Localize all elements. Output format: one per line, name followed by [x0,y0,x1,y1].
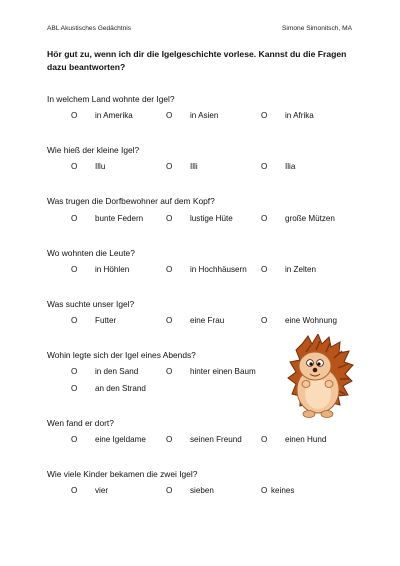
option-circle[interactable]: O [166,214,173,223]
option-circle[interactable]: O [71,265,78,274]
option-label: an den Strand [95,384,146,393]
hedgehog-illustration [282,334,354,422]
option-label: sieben [190,486,214,495]
option-circle[interactable]: O [166,367,173,376]
option-circle[interactable]: O [261,316,268,325]
option-label: vier [95,486,109,495]
option-label: eine Wohnung [285,316,338,325]
option-label: Illu [95,162,106,171]
page-title: Hör gut zu, wenn ich dir die Igelgeschichte vorlese. Kannst du die Fragen dazu beantworten? [47,49,347,72]
option-circle[interactable]: O [71,214,78,223]
option-circle[interactable]: O [71,162,78,171]
option-label: Futter [95,316,117,325]
option-label: in Zelten [285,265,317,274]
question-8: Wie viele Kinder bekamen die zwei Igel? [47,469,198,479]
question-6: Wohin legte sich der Igel eines Abends? [47,350,196,360]
option-circle[interactable]: O [261,486,268,495]
option-label: bunte Federn [95,214,144,223]
option-circle[interactable]: O [261,435,268,444]
option-circle[interactable]: O [166,486,173,495]
option-label: Ilia [285,162,296,171]
option-circle[interactable]: O [71,111,78,120]
option-circle[interactable]: O [71,435,78,444]
header-right-text: Simone Simonitsch, MA [282,25,352,32]
option-label: lustige Hüte [190,214,233,223]
option-label: keines [271,486,295,495]
question-3: Was trugen die Dorfbewohner auf dem Kopf? [47,196,215,206]
option-label: in Afrika [285,111,314,120]
option-circle[interactable]: O [166,435,173,444]
question-4: Wo wohnten die Leute? [47,248,135,258]
question-2: Wie hieß der kleine Igel? [47,145,140,155]
option-label: in Asien [190,111,219,120]
option-circle[interactable]: O [71,367,78,376]
option-circle[interactable]: O [261,111,268,120]
option-label: einen Hund [285,435,327,444]
header-left-text: ABL Akustisches Gedächtnis [47,25,132,32]
option-label: Illi [190,162,198,171]
option-label: in den Sand [95,367,139,376]
option-circle[interactable]: O [166,316,173,325]
hedgehog-face [299,352,331,380]
option-circle[interactable]: O [71,316,78,325]
option-circle[interactable]: O [166,162,173,171]
option-label: in Höhlen [95,265,130,274]
option-label: eine Frau [190,316,225,325]
option-label: in Amerika [95,111,133,120]
option-label: hinter einen Baum [190,367,256,376]
option-label: große Mützen [285,214,335,223]
option-circle[interactable]: O [261,162,268,171]
option-circle[interactable]: O [261,265,268,274]
option-circle[interactable]: O [71,486,78,495]
option-label: eine Igeldame [95,435,146,444]
option-circle[interactable]: O [71,384,78,393]
question-7: Wen fand er dort? [47,418,114,428]
option-circle[interactable]: O [261,214,268,223]
question-5: Was suchte unser Igel? [47,299,135,309]
option-label: seinen Freund [190,435,242,444]
option-label: in Hochhäusern [190,265,247,274]
question-1: In welchem Land wohnte der Igel? [47,94,175,104]
option-circle[interactable]: O [166,265,173,274]
option-circle[interactable]: O [166,111,173,120]
